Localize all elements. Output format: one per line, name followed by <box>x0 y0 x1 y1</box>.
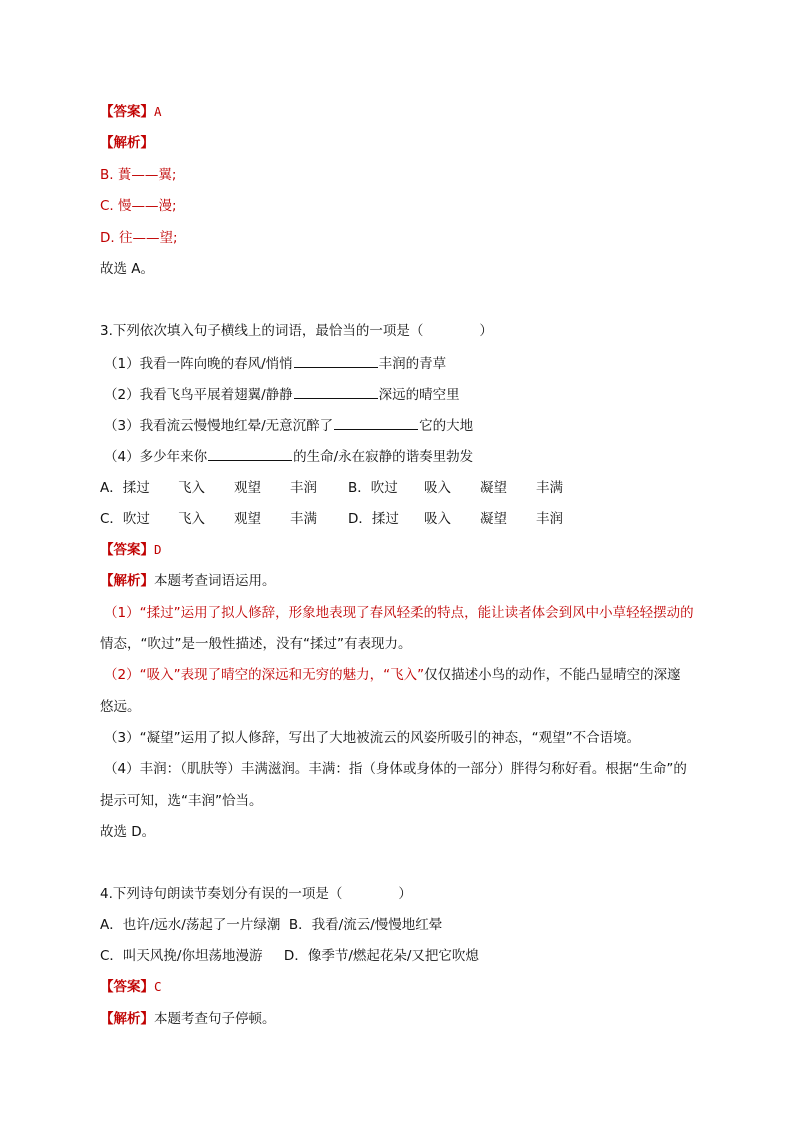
analysis-text: 仅仅描述小鸟的动作，不能凸显晴空的深邃 <box>424 667 681 683</box>
option-word: 丰润 <box>290 480 317 496</box>
q2-conclusion: 故选 A。 <box>100 261 155 277</box>
option-word: 丰润 <box>536 511 563 527</box>
q4-stem <box>100 885 412 903</box>
q2-item-d <box>100 229 178 247</box>
q3-options-row-2 <box>100 510 563 528</box>
analysis-text: “飞入” <box>383 667 425 683</box>
q3-analysis-p2b: 悠远。 <box>100 699 141 715</box>
answer-tag: 【答案】 <box>100 104 154 120</box>
option-word: C．吹过 <box>100 511 150 527</box>
q4-answer-line <box>100 978 162 996</box>
analysis-intro: 本题考查句子停顿。 <box>154 1011 276 1027</box>
q3-analysis-p2a <box>104 666 681 684</box>
option-word: B．吹过 <box>348 480 398 496</box>
q3-conclusion: 故选 D。 <box>100 824 156 840</box>
analysis-tag: 【解析】 <box>100 135 154 151</box>
q3-stem-text: 3.下列依次填入句子横线上的词语，最恰当的一项是（ <box>100 323 424 339</box>
q2-item-b <box>100 166 176 184</box>
q2-item-c <box>100 197 177 215</box>
q2-item-c-text: C. 慢——漫; <box>100 198 177 214</box>
q4-stem-text: 4.下列诗句朗读节奏划分有误的一项是（ <box>100 886 343 902</box>
fill-blank <box>208 447 292 461</box>
option-word: 丰满 <box>536 480 563 496</box>
fill-blank <box>334 416 418 430</box>
sentence-post: 丰润的青草 <box>378 356 447 372</box>
q2-item-b-text: B. 蕢——翼; <box>100 167 177 183</box>
answer-value: D <box>154 542 162 557</box>
fill-blank <box>294 354 378 368</box>
q3-analysis-line <box>100 572 276 590</box>
sentence-post: 的生命/永在寂静的谐奏里勃发 <box>293 449 474 465</box>
analysis-text: （2）“吸入”表现了晴空的深远和无穷的魅力， <box>104 667 384 683</box>
analysis-intro: 本题考查词语运用。 <box>154 573 276 589</box>
answer-tag: 【答案】 <box>100 542 154 558</box>
option-word: 观望 <box>234 480 261 496</box>
answer-tag: 【答案】 <box>100 979 154 995</box>
q4-stem-close: ） <box>398 886 412 902</box>
q3-stem-close: ） <box>479 323 493 339</box>
q4-options-row-1: A．也许/远水/荡起了一片绿潮 B．我看/流云/慢慢地红晕 <box>100 917 443 933</box>
option-word: 丰满 <box>290 511 317 527</box>
q3-analysis-p3: （3）“凝望”运用了拟人修辞，写出了大地被流云的风姿所吸引的神态，“观望”不合语境。 <box>104 730 641 746</box>
q3-analysis-p1a <box>104 604 694 622</box>
q3-analysis-p4a: （4）丰润：（肌肤等）丰满滋润。丰满：指（身体或身体的一部分）胖得匀称好看。根据“生命”的 <box>104 761 687 777</box>
answer-value: C <box>154 979 162 994</box>
option-word: D．揉过 <box>348 511 399 527</box>
q4-options-row-2: C．叫天风挽/你坦荡地漫游 D．像季节/燃起花朵/又把它吹熄 <box>100 948 479 964</box>
fill-blank <box>294 385 378 399</box>
sentence-post: 它的大地 <box>419 418 474 434</box>
q4-analysis-line <box>100 1010 276 1028</box>
answer-value: A <box>154 104 162 119</box>
q3-options-row-1 <box>100 479 563 497</box>
sentence-pre: （2）我看飞鸟平展着翅翼/静静 <box>104 387 293 403</box>
q3-sentence-4 <box>104 447 473 466</box>
q3-analysis-p4b: 提示可知，选“丰润”恰当。 <box>100 793 263 809</box>
q2-analysis-line <box>100 134 154 152</box>
option-word: 凝望 <box>480 511 507 527</box>
q3-sentence-3 <box>104 416 473 435</box>
sentence-post: 深远的晴空里 <box>378 387 460 403</box>
q2-item-d-text: D. 往——望; <box>100 230 178 246</box>
option-word: 飞入 <box>178 511 205 527</box>
option-word: 观望 <box>234 511 261 527</box>
option-word: 凝望 <box>480 480 507 496</box>
sentence-pre: （1）我看一阵向晚的春风/悄悄 <box>104 356 293 372</box>
q3-sentence-1 <box>104 354 446 373</box>
q3-sentence-2 <box>104 385 460 404</box>
sentence-pre: （4）多少年来你 <box>104 449 208 465</box>
option-word: 飞入 <box>178 480 205 496</box>
analysis-tag: 【解析】 <box>100 573 154 589</box>
option-word: 吸入 <box>424 511 451 527</box>
q3-answer-line <box>100 541 162 559</box>
option-word: A．揉过 <box>100 480 150 496</box>
analysis-tag: 【解析】 <box>100 1011 154 1027</box>
analysis-text: （1）“揉过”运用了拟人修辞，形象地表现了春风轻柔的特点，能让读者体会到风中小草轻轻摆动的 <box>104 605 694 621</box>
option-word: 吸入 <box>424 480 451 496</box>
q3-analysis-p1b: 情态，“吹过”是一般性描述，没有“揉过”有表现力。 <box>100 636 412 652</box>
q2-answer-line <box>100 103 162 121</box>
q3-stem <box>100 322 493 340</box>
sentence-pre: （3）我看流云慢慢地红晕/无意沉醉了 <box>104 418 334 434</box>
